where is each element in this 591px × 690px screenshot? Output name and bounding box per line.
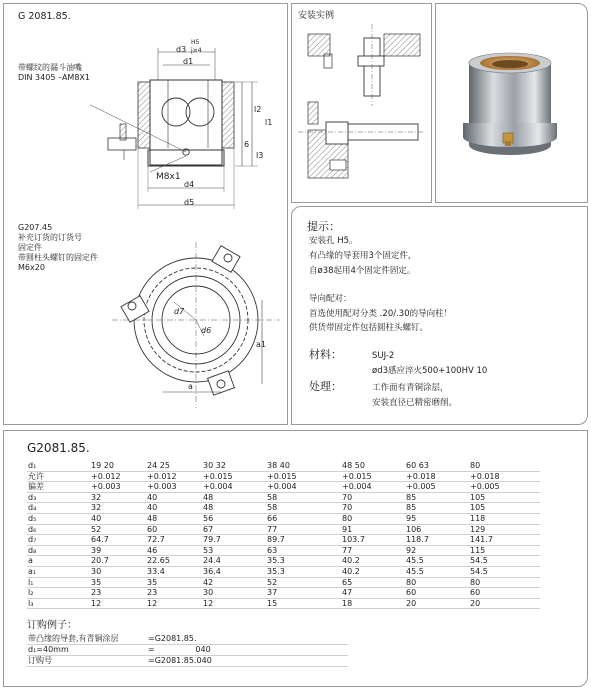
table-cell: 80: [470, 461, 540, 471]
table-cell: 54.5: [470, 566, 540, 577]
table-cell: +0.005: [406, 482, 470, 493]
order-value: =G2081.85.040: [148, 656, 348, 667]
table-cell: 91: [342, 524, 406, 535]
table-cell: 67: [203, 524, 267, 535]
table-cell: 32: [91, 492, 147, 503]
table-cell: 39: [91, 545, 147, 556]
table-cell: 24.4: [203, 556, 267, 567]
dim-d5: d5: [184, 198, 195, 207]
table-cell: 48: [203, 503, 267, 514]
order-table: [27, 634, 348, 667]
fix-callout-line5: M6x20: [18, 263, 45, 272]
table-cell: 92: [406, 545, 470, 556]
table-cell: 79.7: [203, 535, 267, 546]
fix-callout-line4: 带圆柱头螺钉的固定件: [18, 253, 98, 262]
table-cell: 30 32: [203, 461, 267, 471]
dim-l2: l2: [254, 105, 262, 114]
dim-d3-tol-bot: j≥4: [191, 47, 202, 54]
table-cell: 33.4: [147, 566, 203, 577]
dim-m8: M8x1: [156, 172, 181, 182]
table-cell: 24 25: [147, 461, 203, 471]
dim-d3-tol-top: H5: [191, 39, 200, 46]
table-cell: 35: [91, 577, 147, 588]
table-cell: 40.2: [342, 566, 406, 577]
table-cell: 35.3: [267, 566, 342, 577]
table-cell: 66: [267, 513, 342, 524]
material-label: 材料：: [309, 348, 342, 361]
table-row: [27, 503, 540, 514]
table-cell: 46: [147, 545, 203, 556]
dim-l3: l3: [256, 151, 264, 160]
dim-d6: d6: [201, 326, 212, 335]
table-row: [27, 535, 540, 546]
row-label: 偏差: [27, 482, 91, 493]
treatment-value-1: 工作面有青铜涂层，: [372, 383, 449, 393]
guide-title: 导向配对：: [309, 294, 352, 304]
table-cell: +0.015: [203, 471, 267, 482]
table-cell: 53: [203, 545, 267, 556]
table-cell: 54.5: [470, 556, 540, 567]
table-cell: 105: [470, 492, 540, 503]
table-row: [27, 524, 540, 535]
dim-d4: d4: [184, 180, 195, 189]
table-cell: 89.7: [267, 535, 342, 546]
table-cell: 103.7: [342, 535, 406, 546]
material-value-2: ød3感应淬火500+100HV 10: [372, 366, 488, 376]
order-value: =G2081.85.: [148, 634, 348, 645]
table-row: [27, 461, 540, 471]
table-cell: 58: [267, 492, 342, 503]
table-cell: 105: [470, 503, 540, 514]
table-cell: 60: [470, 588, 540, 599]
row-label: a₁: [27, 566, 91, 577]
table-cell: 56: [203, 513, 267, 524]
table-cell: 47: [342, 588, 406, 599]
table-cell: +0.004: [342, 482, 406, 493]
dim-d3: d3: [176, 45, 187, 54]
table-cell: 20.7: [91, 556, 147, 567]
table-cell: 106: [406, 524, 470, 535]
table-row: [27, 471, 540, 482]
table-cell: 30: [91, 566, 147, 577]
dim-six: 6: [244, 140, 250, 149]
table-cell: 60: [406, 588, 470, 599]
table-cell: 118.7: [406, 535, 470, 546]
note-line-1: 安装孔 H5。: [309, 236, 358, 246]
order-row: [27, 634, 348, 645]
treatment-value-2: 安装直径已精密磨削。: [372, 398, 458, 408]
table-cell: 45.5: [406, 566, 470, 577]
table-cell: 63: [267, 545, 342, 556]
table-cell: 40: [147, 503, 203, 514]
row-label: l₂: [27, 588, 91, 599]
row-label: d₆: [27, 524, 91, 535]
table-cell: 70: [342, 492, 406, 503]
table-cell: +0.005: [470, 482, 540, 493]
row-label: 允许: [27, 471, 91, 482]
table-cell: 60: [147, 524, 203, 535]
table-cell: 18: [342, 598, 406, 609]
table-cell: +0.003: [147, 482, 203, 493]
table-cell: 80: [342, 513, 406, 524]
table-cell: 85: [406, 492, 470, 503]
table-cell: 85: [406, 503, 470, 514]
note-line-3: 自ø38起用4个固定件固定。: [309, 266, 416, 276]
table-cell: 48 50: [342, 461, 406, 471]
table-cell: 19 20: [91, 461, 147, 471]
table-cell: +0.012: [91, 471, 147, 482]
table-cell: 12: [203, 598, 267, 609]
fix-callout-line2: 补充订货的订货号: [18, 233, 82, 242]
table-cell: +0.018: [406, 471, 470, 482]
table-cell: 20: [406, 598, 470, 609]
row-label: a: [27, 556, 91, 567]
install-drawing: [298, 24, 428, 199]
drawing-code: G 2081.85.: [18, 11, 71, 22]
table-cell: 23: [91, 588, 147, 599]
table-cell: 40.2: [342, 556, 406, 567]
guide-line-2: 供货带固定件包括圆柱头螺钉。: [309, 323, 429, 333]
table-row: [27, 598, 540, 609]
fix-callout-line3: 固定件: [18, 243, 42, 252]
table-cell: 35.3: [267, 556, 342, 567]
order-label: d₁=40mm: [27, 645, 148, 656]
order-row: [27, 645, 348, 656]
table-row: [27, 513, 540, 524]
table-cell: 38 40: [267, 461, 342, 471]
row-label: d₇: [27, 535, 91, 546]
row-label: d₃: [27, 492, 91, 503]
table-cell: 48: [147, 513, 203, 524]
table-cell: 32: [91, 503, 147, 514]
table-cell: 70: [342, 503, 406, 514]
row-label: d₈: [27, 545, 91, 556]
note-line-2: 有凸缘的导套用3个固定件，: [309, 251, 417, 261]
table-title: G2081.85.: [27, 441, 90, 455]
dim-l1: l1: [265, 118, 273, 127]
table-cell: 80: [470, 577, 540, 588]
row-label: d₁: [27, 461, 91, 471]
table-cell: 15: [267, 598, 342, 609]
table-cell: 129: [470, 524, 540, 535]
table-cell: 45.5: [406, 556, 470, 567]
table-cell: +0.018: [470, 471, 540, 482]
table-cell: +0.015: [342, 471, 406, 482]
dim-d7: d7: [174, 307, 185, 316]
table-cell: 48: [203, 492, 267, 503]
table-cell: 64.7: [91, 535, 147, 546]
table-row: [27, 556, 540, 567]
table-cell: 40: [91, 513, 147, 524]
order-row: [27, 656, 348, 667]
table-cell: 35: [147, 577, 203, 588]
table-row: [27, 588, 540, 599]
order-value: = 040: [148, 645, 348, 656]
table-cell: 20: [470, 598, 540, 609]
nipple-callout-line1: 带螺纹的漏斗油嘴: [18, 63, 82, 72]
table-row: [27, 492, 540, 503]
table-cell: 52: [267, 577, 342, 588]
spec-table: [27, 461, 540, 609]
table-cell: 95: [406, 513, 470, 524]
table-cell: +0.015: [267, 471, 342, 482]
table-row: [27, 482, 540, 493]
table-cell: 118: [470, 513, 540, 524]
row-label: d₅: [27, 513, 91, 524]
row-label: l₁: [27, 577, 91, 588]
table-cell: 65: [342, 577, 406, 588]
nipple-callout-line2: DIN 3405 –AM8X1: [18, 73, 90, 82]
table-cell: 77: [267, 524, 342, 535]
notes-title: 提示：: [307, 220, 340, 233]
product-photo: [455, 45, 565, 165]
top-view-drawing: [110, 240, 285, 410]
table-cell: 12: [147, 598, 203, 609]
table-row: [27, 577, 540, 588]
order-label: 订购号: [27, 656, 148, 667]
order-title: 订购例子：: [27, 620, 77, 631]
table-cell: 58: [267, 503, 342, 514]
table-cell: 60 63: [406, 461, 470, 471]
table-cell: 77: [342, 545, 406, 556]
guide-line-1: 首选使用配对分类 .20/.30的导向柱！: [309, 309, 453, 319]
table-cell: 40: [147, 492, 203, 503]
order-label: 带凸缘的导套,有青铜涂层: [27, 634, 148, 645]
table-cell: 30: [203, 588, 267, 599]
table-cell: 22.65: [147, 556, 203, 567]
fix-callout-line1: G207.45: [18, 223, 53, 232]
table-cell: +0.004: [267, 482, 342, 493]
row-label: l₃: [27, 598, 91, 609]
table-cell: 52: [91, 524, 147, 535]
table-cell: 115: [470, 545, 540, 556]
treatment-label: 处理：: [309, 380, 342, 393]
dim-a: a: [188, 382, 193, 391]
table-row: [27, 545, 540, 556]
dim-d1: d1: [183, 57, 194, 66]
table-cell: 42: [203, 577, 267, 588]
row-label: d₄: [27, 503, 91, 514]
material-value-1: SUJ-2: [372, 351, 395, 361]
dim-a1: a1: [256, 340, 266, 349]
install-title: 安装实例: [298, 11, 335, 21]
table-row: [27, 566, 540, 577]
table-cell: 72.7: [147, 535, 203, 546]
table-cell: 36.4: [203, 566, 267, 577]
table-cell: 80: [406, 577, 470, 588]
table-cell: 12: [91, 598, 147, 609]
table-cell: +0.003: [91, 482, 147, 493]
table-cell: +0.004: [203, 482, 267, 493]
table-cell: +0.012: [147, 471, 203, 482]
table-cell: 23: [147, 588, 203, 599]
table-cell: 141.7: [470, 535, 540, 546]
table-cell: 37: [267, 588, 342, 599]
